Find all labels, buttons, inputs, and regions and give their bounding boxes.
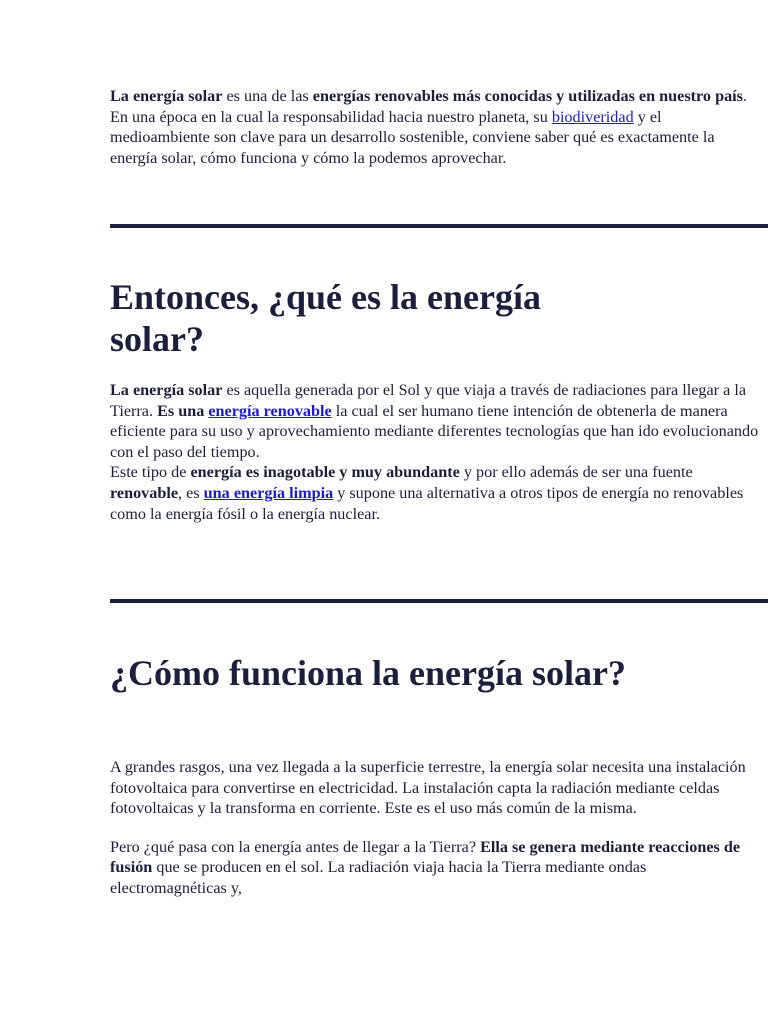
s1p1-text-2: la cual el ser humano tiene intención de obtenerla de manera eficiente para su uso y aprovechamiento mediante diferentes tecnologías que han ido evolucionando con el paso del tiempo. xyxy=(110,401,759,461)
section-2-paragraph-1: A grandes rasgos, una vez llegada a la superficie terrestre, la energía solar necesita una instalación fotovoltaica para convertirse en electricidad. La instalación capta la radiación mediante celdas fotovoltaicas y la transforma en corriente. Este es el uso más común de la misma. xyxy=(110,758,746,818)
intro-paragraph xyxy=(110,86,760,168)
s1p2-text-4: y supone una alternativa a otros tipos de energía no renovables como la energía fósil o la energía nuclear. xyxy=(110,483,744,523)
intro-text-3: y el medioambiente son clave para un desarrollo sostenible, conviene saber qué es exactamente la energía solar, cómo funciona y cómo la podemos aprovechar. xyxy=(110,107,715,167)
s1p1-bold-es-una: Es una xyxy=(157,401,209,420)
intro-bold-phrase: energías renovables más conocidas y utilizadas en nuestro país xyxy=(312,87,743,105)
s2p2-bold-fusion: Ella se genera mediante reacciones de fusión xyxy=(110,837,741,877)
intro-paragraph-block xyxy=(110,86,760,168)
s1p2-text-3: , es xyxy=(178,483,204,502)
s1p2-text-2: y por ello además de ser una fuente xyxy=(459,463,693,482)
section-divider-2 xyxy=(110,599,768,603)
intro-bold-term: La energía solar xyxy=(110,87,223,105)
energia-renovable-link[interactable]: energía renovable xyxy=(208,401,332,420)
s1p1-text-1: es aquella generada por el Sol y que viaja a través de radiaciones para llegar a la Tierra. xyxy=(110,381,747,420)
s2p2-text-1: Pero ¿qué pasa con la energía antes de llegar a la Tierra? xyxy=(110,837,481,856)
section-1-paragraph-1 xyxy=(110,380,760,462)
energia-limpia-link[interactable]: una energía limpia xyxy=(203,483,334,502)
section-divider-1 xyxy=(110,224,768,228)
intro-text-1: es una de las xyxy=(222,87,313,105)
section-1-paragraph-2 xyxy=(110,462,760,524)
s1p2-bold-renovable: renovable xyxy=(110,483,179,502)
section-1-heading: Entonces, ¿qué es la energía solar? xyxy=(110,277,541,359)
s1p2-text-1: Este tipo de xyxy=(110,463,191,482)
s2p2-text-2: que se producen en el sol. La radiación viaja hacia la Tierra mediante ondas electromagnéticas y, xyxy=(110,858,647,897)
section-2-paragraph-2 xyxy=(110,837,760,899)
section-1-body xyxy=(110,380,760,524)
s1p2-bold-inagotable: energía es inagotable y muy abundante xyxy=(190,463,460,482)
section-2-heading: ¿Cómo funciona la energía solar? xyxy=(110,653,626,693)
s1p1-bold-term: La energía solar xyxy=(110,381,223,399)
biodiversidad-link[interactable]: biodiveridad xyxy=(551,107,634,126)
intro-text-2: . En una época en la cual la responsabilidad hacia nuestro planeta, su xyxy=(110,87,748,126)
section-2-body xyxy=(110,757,760,899)
